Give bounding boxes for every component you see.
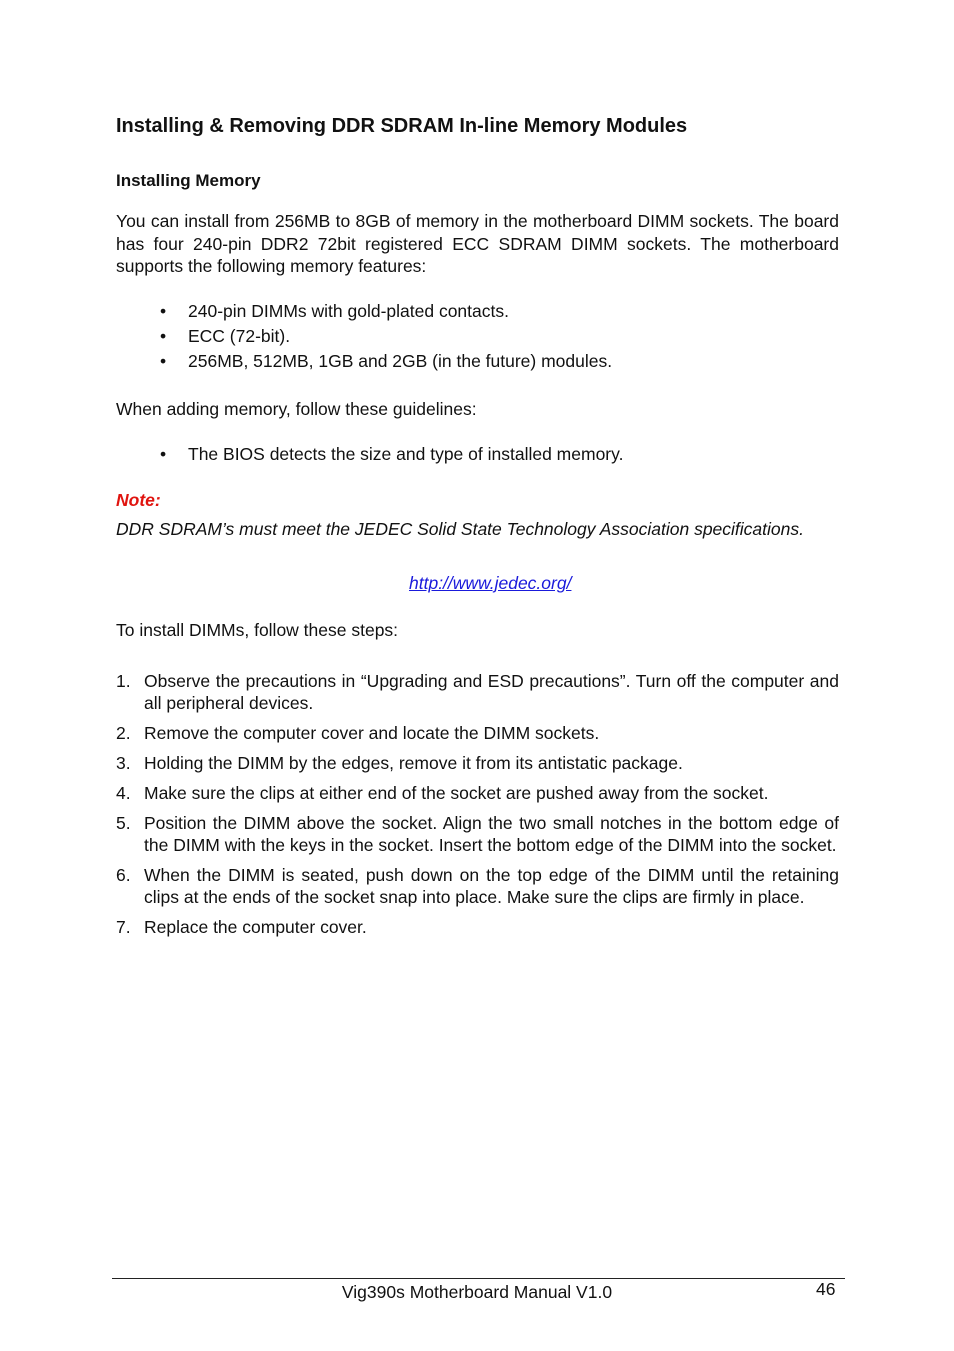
- step-number: 6.: [116, 865, 131, 885]
- step-number: 7.: [116, 917, 131, 937]
- bullet-icon: •: [160, 351, 167, 371]
- features-list: [160, 299, 840, 374]
- list-item: [116, 722, 839, 744]
- footer-title: Vig390s Motherboard Manual V1.0: [341, 1282, 613, 1302]
- guidelines-intro: When adding memory, follow these guidelines:: [116, 399, 477, 419]
- step-number: 1.: [116, 671, 131, 691]
- step-text: Replace the computer cover.: [144, 917, 367, 937]
- page-number: 46: [816, 1279, 836, 1299]
- step-text: Make sure the clips at either end of the socket are pushed away from the socket.: [144, 783, 769, 803]
- list-item: [116, 916, 839, 938]
- list-item-text: 240-pin DIMMs with gold-plated contacts.: [188, 301, 509, 321]
- list-item: [116, 812, 839, 856]
- page-title: Installing & Removing DDR SDRAM In-line Memory Modules: [116, 115, 688, 137]
- list-item: [160, 349, 840, 374]
- list-item-text: ECC (72-bit).: [188, 326, 291, 346]
- step-text: When the DIMM is seated, push down on the top edge of the DIMM until the retaining clips at the ends of the socket snap into place. Make sure the clips are firmly in place.: [144, 865, 839, 907]
- step-text: Holding the DIMM by the edges, remove it from its antistatic package.: [144, 753, 683, 773]
- note-text: DDR SDRAM’s must meet the JEDEC Solid State Technology Association specifications.: [116, 519, 804, 539]
- step-text: Remove the computer cover and locate the DIMM sockets.: [144, 723, 600, 743]
- list-item-text: 256MB, 512MB, 1GB and 2GB (in the future) modules.: [188, 351, 613, 371]
- note-label: Note:: [116, 490, 161, 510]
- jedec-link[interactable]: http://www.jedec.org/: [409, 573, 572, 593]
- list-item: [116, 752, 839, 774]
- list-item: [116, 670, 839, 714]
- steps-list: [116, 670, 839, 946]
- list-item: [160, 324, 840, 349]
- step-number: 3.: [116, 753, 131, 773]
- intro-paragraph: You can install from 256MB to 8GB of memory in the motherboard DIMM sockets. The board has four 240-pin DDR2 72bit registered ECC SDRAM DIMM sockets. The motherboard supports the following memory features:: [116, 211, 839, 276]
- steps-intro: To install DIMMs, follow these steps:: [116, 620, 399, 640]
- list-item-text: The BIOS detects the size and type of installed memory.: [188, 444, 624, 464]
- step-text: Position the DIMM above the socket. Align the two small notches in the bottom edge of the DIMM with the keys in the socket. Insert the bottom edge of the DIMM into the socket.: [144, 813, 839, 855]
- guidelines-list: [160, 442, 840, 467]
- list-item: [116, 864, 839, 908]
- bullet-icon: •: [160, 301, 167, 321]
- step-number: 5.: [116, 813, 131, 833]
- bullet-icon: •: [160, 326, 167, 346]
- footer-divider: [112, 1278, 845, 1279]
- section-heading: Installing Memory: [116, 171, 261, 190]
- list-item: [160, 299, 840, 324]
- bullet-icon: •: [160, 444, 167, 464]
- list-item: [116, 782, 839, 804]
- list-item: [160, 442, 840, 467]
- step-number: 4.: [116, 783, 131, 803]
- step-text: Observe the precautions in “Upgrading and ESD precautions”. Turn off the computer and all peripheral devices.: [144, 671, 839, 713]
- step-number: 2.: [116, 723, 131, 743]
